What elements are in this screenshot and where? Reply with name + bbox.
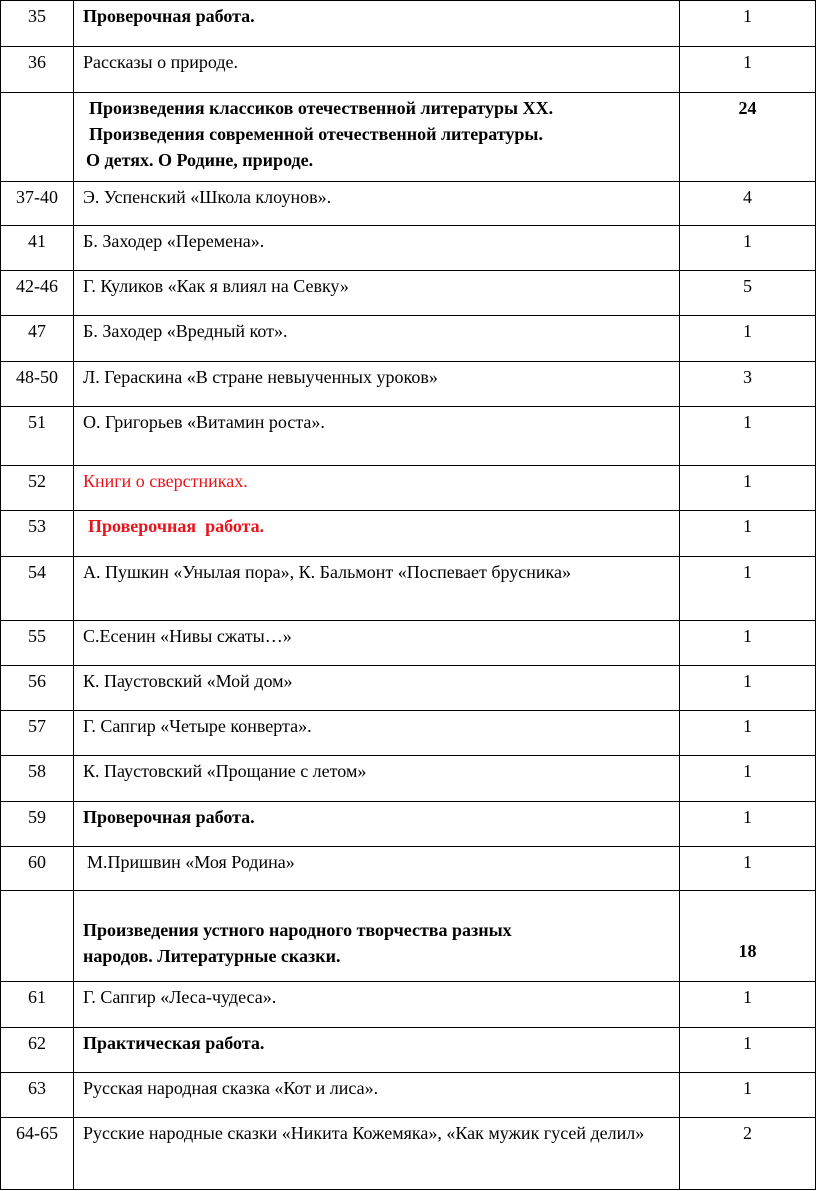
lesson-hours: 1 — [680, 316, 816, 362]
section-row — [1, 891, 816, 982]
lesson-title: А. Пушкин «Унылая пора», К. Бальмонт «Поспевает брусника» — [74, 557, 680, 621]
section-title-line: Произведения современной отечественной литературы. — [89, 124, 543, 144]
lesson-hours: 1 — [680, 982, 816, 1028]
lesson-number: 36 — [1, 47, 74, 93]
table-row — [1, 1028, 816, 1073]
lesson-number: 62 — [1, 1028, 74, 1073]
table-row — [1, 226, 816, 271]
lesson-number: 64-65 — [1, 1118, 74, 1190]
lesson-number: 53 — [1, 511, 74, 557]
table-row — [1, 511, 816, 557]
lesson-title: Б. Заходер «Перемена». — [74, 226, 680, 271]
lesson-hours: 1 — [680, 756, 816, 802]
lesson-title: Л. Гераскина «В стране невыученных уроков» — [74, 362, 680, 407]
lesson-hours: 1 — [680, 407, 816, 466]
table-row — [1, 982, 816, 1028]
lesson-hours: 3 — [680, 362, 816, 407]
lesson-number: 59 — [1, 802, 74, 847]
lesson-number: 52 — [1, 466, 74, 511]
lesson-number-empty — [1, 93, 74, 182]
lesson-title: К. Паустовский «Мой дом» — [74, 666, 680, 711]
lesson-hours: 1 — [680, 621, 816, 666]
lesson-title: Русские народные сказки «Никита Кожемяка», «Как мужик гусей делил» — [74, 1118, 680, 1190]
section-title-line: народов. Литературные сказки. — [83, 946, 341, 966]
lesson-number-empty — [1, 891, 74, 982]
lesson-number: 61 — [1, 982, 74, 1028]
lesson-title: Рассказы о природе. — [74, 47, 680, 93]
section-hours: 18 — [680, 891, 816, 982]
section-title — [74, 93, 680, 182]
lesson-number: 48-50 — [1, 362, 74, 407]
section-row — [1, 93, 816, 182]
section-title-line: Произведения устного народного творчества разных — [83, 920, 512, 940]
table-row — [1, 802, 816, 847]
lesson-hours: 5 — [680, 271, 816, 316]
lesson-title: Русская народная сказка «Кот и лиса». — [74, 1073, 680, 1118]
lesson-number: 58 — [1, 756, 74, 802]
section-title-line: Произведения классиков отечественной литературы XX. — [89, 98, 554, 118]
table-row — [1, 407, 816, 466]
table-row — [1, 621, 816, 666]
lesson-title: Э. Успенский «Школа клоунов». — [74, 182, 680, 226]
lesson-number: 42-46 — [1, 271, 74, 316]
table-row — [1, 1073, 816, 1118]
lesson-number: 47 — [1, 316, 74, 362]
lesson-hours: 1 — [680, 711, 816, 756]
lesson-hours: 1 — [680, 666, 816, 711]
lesson-title: Проверочная работа. — [74, 1, 680, 47]
section-title — [74, 891, 680, 982]
section-hours: 24 — [680, 93, 816, 182]
lesson-hours: 4 — [680, 182, 816, 226]
lesson-title: Б. Заходер «Вредный кот». — [74, 316, 680, 362]
lesson-number: 63 — [1, 1073, 74, 1118]
lesson-title: К. Паустовский «Прощание с летом» — [74, 756, 680, 802]
table-row — [1, 1118, 816, 1190]
lesson-title: Проверочная работа. — [74, 511, 680, 557]
lesson-title: Практическая работа. — [74, 1028, 680, 1073]
table-row — [1, 847, 816, 891]
lesson-title: О. Григорьев «Витамин роста». — [74, 407, 680, 466]
lesson-number: 51 — [1, 407, 74, 466]
lesson-title: Г. Сапгир «Леса-чудеса». — [74, 982, 680, 1028]
lesson-hours: 1 — [680, 557, 816, 621]
lesson-hours: 1 — [680, 511, 816, 557]
lesson-number: 54 — [1, 557, 74, 621]
lesson-number: 41 — [1, 226, 74, 271]
lesson-hours: 1 — [680, 802, 816, 847]
lesson-hours: 1 — [680, 1, 816, 47]
table-row — [1, 557, 816, 621]
lesson-title: М.Пришвин «Моя Родина» — [74, 847, 680, 891]
lesson-title: Проверочная работа. — [74, 802, 680, 847]
table-row — [1, 271, 816, 316]
lesson-number: 35 — [1, 1, 74, 47]
table-row — [1, 182, 816, 226]
table-row — [1, 362, 816, 407]
lesson-title: С.Есенин «Нивы сжаты…» — [74, 621, 680, 666]
table-row — [1, 316, 816, 362]
lesson-hours: 2 — [680, 1118, 816, 1190]
table-row — [1, 666, 816, 711]
lesson-title: Книги о сверстниках. — [74, 466, 680, 511]
section-title-line: О детях. О Родине, природе. — [86, 150, 314, 170]
lesson-hours: 1 — [680, 1073, 816, 1118]
lesson-number: 55 — [1, 621, 74, 666]
lesson-number: 57 — [1, 711, 74, 756]
table-row — [1, 756, 816, 802]
lesson-hours: 1 — [680, 466, 816, 511]
lesson-number: 37-40 — [1, 182, 74, 226]
table-row — [1, 47, 816, 93]
lesson-hours: 1 — [680, 1028, 816, 1073]
table-row — [1, 711, 816, 756]
lesson-number: 56 — [1, 666, 74, 711]
table-row — [1, 466, 816, 511]
table-row — [1, 1, 816, 47]
lesson-title: Г. Сапгир «Четыре конверта». — [74, 711, 680, 756]
lesson-hours: 1 — [680, 847, 816, 891]
lesson-hours: 1 — [680, 226, 816, 271]
lesson-title: Г. Куликов «Как я влиял на Севку» — [74, 271, 680, 316]
lesson-hours: 1 — [680, 47, 816, 93]
lesson-number: 60 — [1, 847, 74, 891]
